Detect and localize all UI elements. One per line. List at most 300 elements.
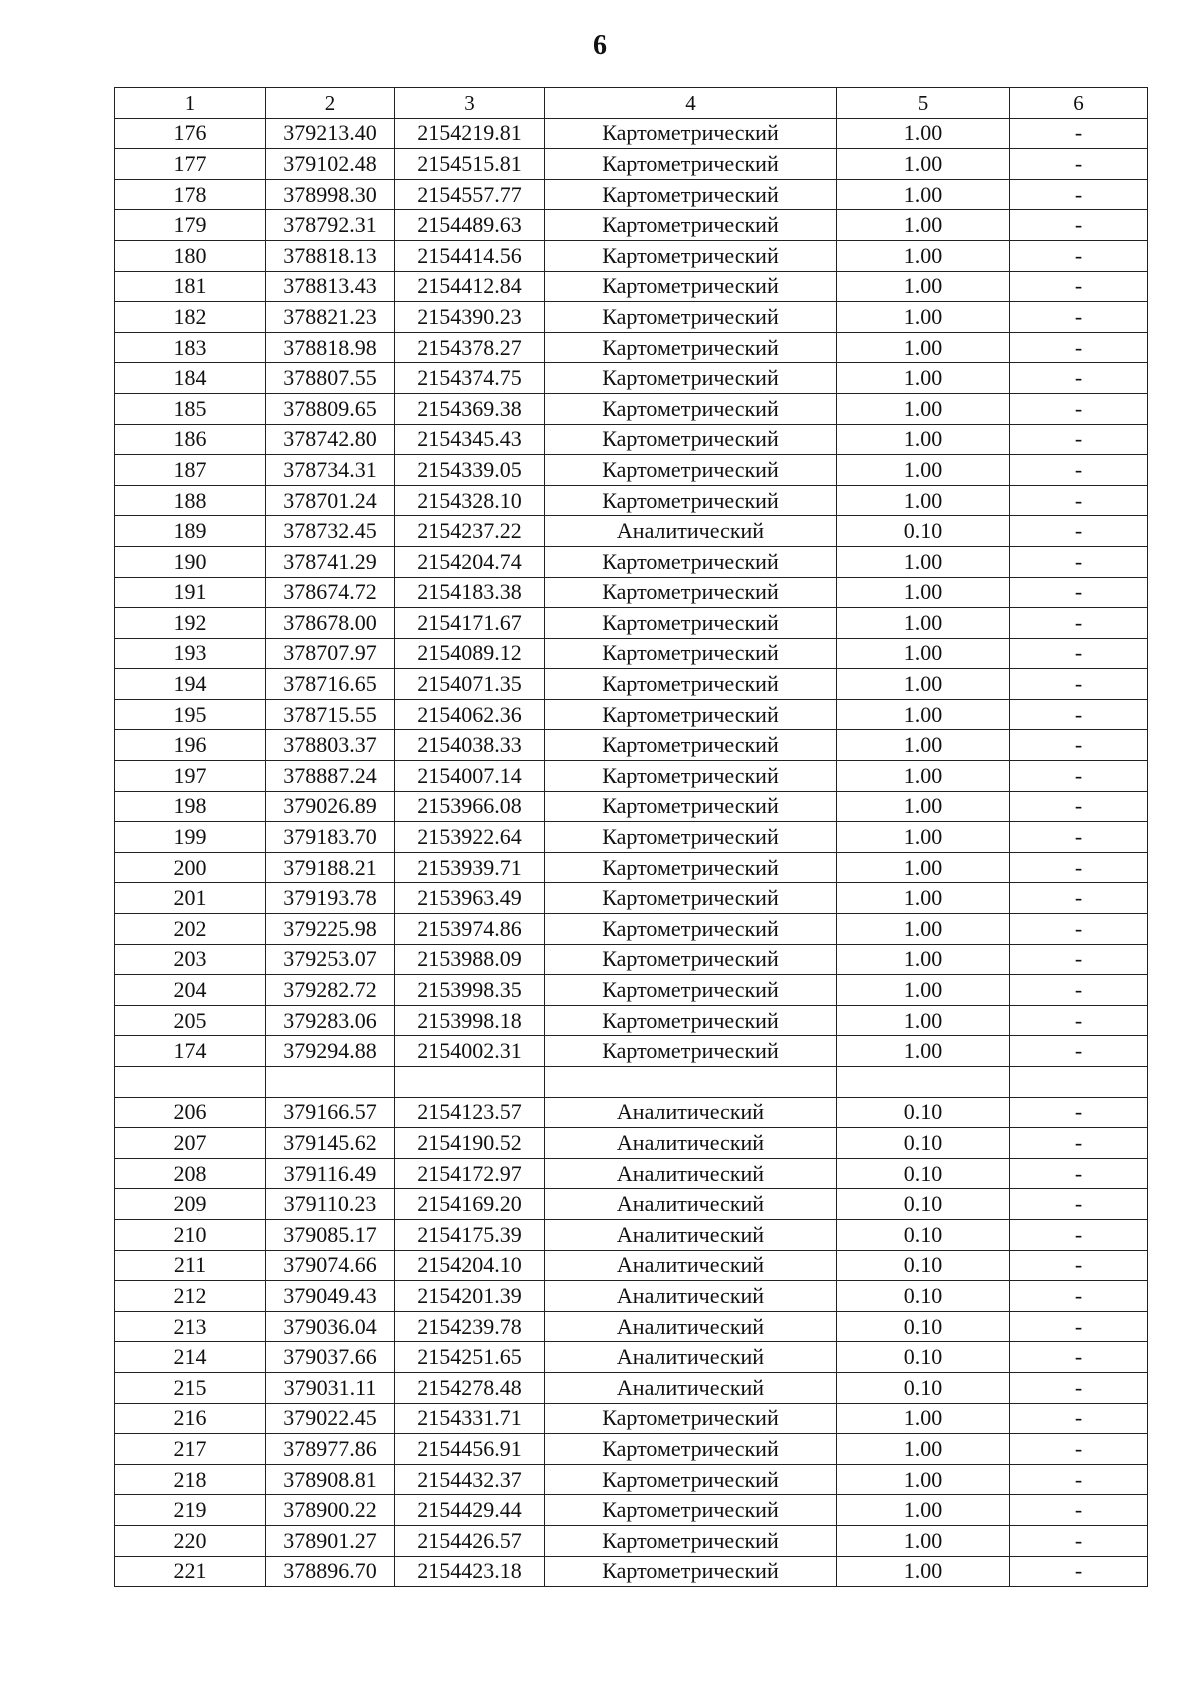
accuracy-cell: 1.00 [837, 332, 1010, 363]
accuracy-cell: 1.00 [837, 791, 1010, 822]
x-coordinate-cell: 379225.98 [266, 914, 395, 945]
coordinates-table [114, 87, 1148, 1587]
y-coordinate-cell: 2154432.37 [395, 1464, 545, 1495]
accuracy-cell: 0.10 [837, 1250, 1010, 1281]
point-number-cell: 210 [115, 1219, 266, 1250]
accuracy-cell: 1.00 [837, 149, 1010, 180]
point-number-cell: 184 [115, 363, 266, 394]
description-cell: - [1010, 730, 1148, 761]
description-cell: - [1010, 179, 1148, 210]
method-cell: Аналитический [545, 516, 837, 547]
point-number-cell: 183 [115, 332, 266, 363]
y-coordinate-cell: 2154123.57 [395, 1097, 545, 1128]
x-coordinate-cell: 379026.89 [266, 791, 395, 822]
y-coordinate-cell: 2154089.12 [395, 638, 545, 669]
y-coordinate-cell: 2153998.35 [395, 975, 545, 1006]
y-coordinate-cell: 2154369.38 [395, 393, 545, 424]
description-cell: - [1010, 1036, 1148, 1067]
x-coordinate-cell: 379193.78 [266, 883, 395, 914]
y-coordinate-cell: 2154237.22 [395, 516, 545, 547]
method-cell: Картометрический [545, 546, 837, 577]
point-number-cell: 205 [115, 1005, 266, 1036]
y-coordinate-cell: 2154038.33 [395, 730, 545, 761]
y-coordinate-cell: 2154374.75 [395, 363, 545, 394]
accuracy-cell: 1.00 [837, 699, 1010, 730]
x-coordinate-cell: 378716.65 [266, 669, 395, 700]
table-row [115, 638, 1148, 669]
x-coordinate-cell: 378803.37 [266, 730, 395, 761]
table-row [115, 271, 1148, 302]
method-cell: Аналитический [545, 1281, 837, 1312]
description-cell [1010, 1067, 1148, 1098]
method-cell: Картометрический [545, 1005, 837, 1036]
y-coordinate-cell: 2154489.63 [395, 210, 545, 241]
description-cell: - [1010, 332, 1148, 363]
x-coordinate-cell: 378887.24 [266, 761, 395, 792]
accuracy-cell: 1.00 [837, 577, 1010, 608]
accuracy-cell: 1.00 [837, 761, 1010, 792]
accuracy-cell: 1.00 [837, 118, 1010, 149]
point-number-cell: 179 [115, 210, 266, 241]
accuracy-cell: 0.10 [837, 516, 1010, 547]
point-number-cell: 219 [115, 1495, 266, 1526]
method-cell: Картометрический [545, 179, 837, 210]
point-number-cell: 216 [115, 1403, 266, 1434]
x-coordinate-cell: 378813.43 [266, 271, 395, 302]
point-number-cell: 196 [115, 730, 266, 761]
x-coordinate-cell: 379037.66 [266, 1342, 395, 1373]
description-cell: - [1010, 577, 1148, 608]
x-coordinate-cell: 379110.23 [266, 1189, 395, 1220]
table-row [115, 577, 1148, 608]
description-cell: - [1010, 1495, 1148, 1526]
y-coordinate-cell: 2153939.71 [395, 852, 545, 883]
description-cell: - [1010, 1097, 1148, 1128]
accuracy-cell: 1.00 [837, 669, 1010, 700]
table-row [115, 179, 1148, 210]
y-coordinate-cell: 2154423.18 [395, 1556, 545, 1587]
description-cell: - [1010, 761, 1148, 792]
accuracy-cell: 1.00 [837, 730, 1010, 761]
table-row [115, 883, 1148, 914]
table-separator-row [115, 1067, 1148, 1098]
point-number-cell: 174 [115, 1036, 266, 1067]
point-number-cell: 202 [115, 914, 266, 945]
y-coordinate-cell: 2153988.09 [395, 944, 545, 975]
table-row [115, 1097, 1148, 1128]
table-row [115, 546, 1148, 577]
description-cell: - [1010, 149, 1148, 180]
description-cell: - [1010, 791, 1148, 822]
description-cell: - [1010, 669, 1148, 700]
y-coordinate-cell: 2154412.84 [395, 271, 545, 302]
y-coordinate-cell: 2154071.35 [395, 669, 545, 700]
table-row [115, 1128, 1148, 1159]
x-coordinate-cell: 379145.62 [266, 1128, 395, 1159]
accuracy-cell: 0.10 [837, 1281, 1010, 1312]
x-coordinate-cell: 379036.04 [266, 1311, 395, 1342]
point-number-cell: 186 [115, 424, 266, 455]
table-row [115, 1372, 1148, 1403]
description-cell: - [1010, 424, 1148, 455]
y-coordinate-cell: 2153922.64 [395, 822, 545, 853]
table-row [115, 485, 1148, 516]
point-number-cell: 191 [115, 577, 266, 608]
accuracy-cell: 0.10 [837, 1372, 1010, 1403]
x-coordinate-cell: 378998.30 [266, 179, 395, 210]
y-coordinate-cell: 2154007.14 [395, 761, 545, 792]
x-coordinate-cell: 379074.66 [266, 1250, 395, 1281]
accuracy-cell: 1.00 [837, 485, 1010, 516]
point-number-cell: 214 [115, 1342, 266, 1373]
method-cell: Картометрический [545, 883, 837, 914]
table-row [115, 240, 1148, 271]
description-cell: - [1010, 1464, 1148, 1495]
method-cell: Картометрический [545, 149, 837, 180]
page-number: 6 [593, 30, 607, 61]
x-coordinate-cell: 379166.57 [266, 1097, 395, 1128]
table-row [115, 730, 1148, 761]
accuracy-cell: 1.00 [837, 1556, 1010, 1587]
accuracy-cell: 0.10 [837, 1158, 1010, 1189]
method-cell: Картометрический [545, 240, 837, 271]
table-body [115, 88, 1148, 1587]
method-cell: Картометрический [545, 822, 837, 853]
table-row [115, 455, 1148, 486]
x-coordinate-cell: 379022.45 [266, 1403, 395, 1434]
x-coordinate-cell: 378741.29 [266, 546, 395, 577]
accuracy-cell: 1.00 [837, 424, 1010, 455]
method-cell: Картометрический [545, 852, 837, 883]
method-cell: Картометрический [545, 975, 837, 1006]
method-cell: Картометрический [545, 944, 837, 975]
x-coordinate-cell: 379282.72 [266, 975, 395, 1006]
method-cell: Картометрический [545, 210, 837, 241]
x-coordinate-cell: 378715.55 [266, 699, 395, 730]
table-row [115, 1434, 1148, 1465]
table-row [115, 1158, 1148, 1189]
method-cell: Аналитический [545, 1342, 837, 1373]
table-row [115, 118, 1148, 149]
y-coordinate-cell: 2154201.39 [395, 1281, 545, 1312]
description-cell: - [1010, 118, 1148, 149]
method-cell: Картометрический [545, 1434, 837, 1465]
method-cell [545, 1067, 837, 1098]
point-number-cell: 215 [115, 1372, 266, 1403]
accuracy-cell: 1.00 [837, 1036, 1010, 1067]
header-cell: 4 [545, 88, 837, 119]
y-coordinate-cell: 2154204.10 [395, 1250, 545, 1281]
method-cell: Аналитический [545, 1097, 837, 1128]
method-cell: Картометрический [545, 1556, 837, 1587]
y-coordinate-cell [395, 1067, 545, 1098]
point-number-cell: 178 [115, 179, 266, 210]
description-cell: - [1010, 302, 1148, 333]
method-cell: Картометрический [545, 302, 837, 333]
accuracy-cell: 1.00 [837, 975, 1010, 1006]
table-row [115, 852, 1148, 883]
x-coordinate-cell: 378818.98 [266, 332, 395, 363]
method-cell: Картометрический [545, 393, 837, 424]
y-coordinate-cell: 2154378.27 [395, 332, 545, 363]
y-coordinate-cell: 2154062.36 [395, 699, 545, 730]
point-number-cell: 200 [115, 852, 266, 883]
y-coordinate-cell: 2154239.78 [395, 1311, 545, 1342]
point-number-cell: 220 [115, 1525, 266, 1556]
accuracy-cell: 1.00 [837, 638, 1010, 669]
point-number-cell: 212 [115, 1281, 266, 1312]
point-number-cell: 182 [115, 302, 266, 333]
x-coordinate-cell: 378908.81 [266, 1464, 395, 1495]
accuracy-cell: 1.00 [837, 546, 1010, 577]
y-coordinate-cell: 2154175.39 [395, 1219, 545, 1250]
table-row [115, 699, 1148, 730]
method-cell: Картометрический [545, 424, 837, 455]
accuracy-cell: 1.00 [837, 914, 1010, 945]
x-coordinate-cell: 378734.31 [266, 455, 395, 486]
description-cell: - [1010, 240, 1148, 271]
accuracy-cell: 0.10 [837, 1219, 1010, 1250]
accuracy-cell: 1.00 [837, 608, 1010, 639]
description-cell: - [1010, 393, 1148, 424]
point-number-cell: 190 [115, 546, 266, 577]
description-cell: - [1010, 1219, 1148, 1250]
header-cell: 5 [837, 88, 1010, 119]
description-cell: - [1010, 1250, 1148, 1281]
x-coordinate-cell: 379049.43 [266, 1281, 395, 1312]
method-cell: Аналитический [545, 1372, 837, 1403]
point-number-cell: 207 [115, 1128, 266, 1159]
point-number-cell: 177 [115, 149, 266, 180]
accuracy-cell: 1.00 [837, 1005, 1010, 1036]
x-coordinate-cell: 379253.07 [266, 944, 395, 975]
method-cell: Картометрический [545, 118, 837, 149]
table-row [115, 393, 1148, 424]
method-cell: Картометрический [545, 577, 837, 608]
method-cell: Картометрический [545, 914, 837, 945]
header-cell: 6 [1010, 88, 1148, 119]
header-cell: 1 [115, 88, 266, 119]
y-coordinate-cell: 2154456.91 [395, 1434, 545, 1465]
y-coordinate-cell: 2154169.20 [395, 1189, 545, 1220]
point-number-cell: 211 [115, 1250, 266, 1281]
point-number-cell: 199 [115, 822, 266, 853]
description-cell: - [1010, 1311, 1148, 1342]
description-cell: - [1010, 608, 1148, 639]
x-coordinate-cell: 379283.06 [266, 1005, 395, 1036]
y-coordinate-cell: 2154426.57 [395, 1525, 545, 1556]
table-row [115, 1036, 1148, 1067]
y-coordinate-cell: 2154331.71 [395, 1403, 545, 1434]
method-cell: Картометрический [545, 1036, 837, 1067]
x-coordinate-cell: 378809.65 [266, 393, 395, 424]
description-cell: - [1010, 1128, 1148, 1159]
table-row [115, 1525, 1148, 1556]
description-cell: - [1010, 944, 1148, 975]
method-cell: Картометрический [545, 485, 837, 516]
table-row [115, 1189, 1148, 1220]
method-cell: Картометрический [545, 271, 837, 302]
point-number-cell: 189 [115, 516, 266, 547]
x-coordinate-cell: 378977.86 [266, 1434, 395, 1465]
table-row [115, 975, 1148, 1006]
table-row [115, 1403, 1148, 1434]
description-cell: - [1010, 638, 1148, 669]
accuracy-cell: 1.00 [837, 852, 1010, 883]
accuracy-cell: 1.00 [837, 883, 1010, 914]
point-number-cell: 203 [115, 944, 266, 975]
point-number-cell: 217 [115, 1434, 266, 1465]
method-cell: Аналитический [545, 1128, 837, 1159]
y-coordinate-cell: 2154172.97 [395, 1158, 545, 1189]
description-cell: - [1010, 1005, 1148, 1036]
accuracy-cell: 0.10 [837, 1342, 1010, 1373]
point-number-cell: 176 [115, 118, 266, 149]
y-coordinate-cell: 2154278.48 [395, 1372, 545, 1403]
method-cell: Картометрический [545, 730, 837, 761]
description-cell: - [1010, 210, 1148, 241]
accuracy-cell: 1.00 [837, 210, 1010, 241]
description-cell: - [1010, 1372, 1148, 1403]
accuracy-cell: 1.00 [837, 1403, 1010, 1434]
description-cell: - [1010, 516, 1148, 547]
description-cell: - [1010, 1434, 1148, 1465]
description-cell: - [1010, 975, 1148, 1006]
y-coordinate-cell: 2154345.43 [395, 424, 545, 455]
description-cell: - [1010, 1158, 1148, 1189]
description-cell: - [1010, 485, 1148, 516]
table-row [115, 149, 1148, 180]
table-row [115, 822, 1148, 853]
description-cell: - [1010, 1556, 1148, 1587]
header-cell: 2 [266, 88, 395, 119]
table-row [115, 1250, 1148, 1281]
table-row [115, 1005, 1148, 1036]
x-coordinate-cell: 379188.21 [266, 852, 395, 883]
y-coordinate-cell: 2154339.05 [395, 455, 545, 486]
accuracy-cell [837, 1067, 1010, 1098]
accuracy-cell: 1.00 [837, 302, 1010, 333]
x-coordinate-cell: 378707.97 [266, 638, 395, 669]
x-coordinate-cell: 378732.45 [266, 516, 395, 547]
description-cell: - [1010, 455, 1148, 486]
x-coordinate-cell: 378807.55 [266, 363, 395, 394]
description-cell: - [1010, 1281, 1148, 1312]
method-cell: Аналитический [545, 1189, 837, 1220]
accuracy-cell: 1.00 [837, 1434, 1010, 1465]
x-coordinate-cell: 379183.70 [266, 822, 395, 853]
point-number-cell: 209 [115, 1189, 266, 1220]
x-coordinate-cell: 378821.23 [266, 302, 395, 333]
point-number-cell: 192 [115, 608, 266, 639]
table-row [115, 1342, 1148, 1373]
y-coordinate-cell: 2154414.56 [395, 240, 545, 271]
table-header-row [115, 88, 1148, 119]
description-cell: - [1010, 1403, 1148, 1434]
table-row [115, 914, 1148, 945]
table-row [115, 1281, 1148, 1312]
point-number-cell: 198 [115, 791, 266, 822]
description-cell: - [1010, 822, 1148, 853]
x-coordinate-cell: 378701.24 [266, 485, 395, 516]
y-coordinate-cell: 2153974.86 [395, 914, 545, 945]
point-number-cell: 201 [115, 883, 266, 914]
x-coordinate-cell: 378674.72 [266, 577, 395, 608]
accuracy-cell: 1.00 [837, 822, 1010, 853]
table-row [115, 608, 1148, 639]
method-cell: Аналитический [545, 1158, 837, 1189]
accuracy-cell: 0.10 [837, 1128, 1010, 1159]
table-row [115, 424, 1148, 455]
method-cell: Картометрический [545, 699, 837, 730]
accuracy-cell: 1.00 [837, 1495, 1010, 1526]
method-cell: Картометрический [545, 1495, 837, 1526]
y-coordinate-cell: 2154515.81 [395, 149, 545, 180]
description-cell: - [1010, 1525, 1148, 1556]
method-cell: Аналитический [545, 1250, 837, 1281]
description-cell: - [1010, 699, 1148, 730]
accuracy-cell: 1.00 [837, 1464, 1010, 1495]
accuracy-cell: 1.00 [837, 240, 1010, 271]
y-coordinate-cell: 2154171.67 [395, 608, 545, 639]
method-cell: Картометрический [545, 669, 837, 700]
y-coordinate-cell: 2153963.49 [395, 883, 545, 914]
method-cell: Картометрический [545, 608, 837, 639]
y-coordinate-cell: 2154251.65 [395, 1342, 545, 1373]
point-number-cell: 221 [115, 1556, 266, 1587]
description-cell: - [1010, 271, 1148, 302]
method-cell: Картометрический [545, 1464, 837, 1495]
point-number-cell: 194 [115, 669, 266, 700]
table-row [115, 1311, 1148, 1342]
point-number-cell [115, 1067, 266, 1098]
table-row [115, 1495, 1148, 1526]
x-coordinate-cell: 379102.48 [266, 149, 395, 180]
accuracy-cell: 1.00 [837, 393, 1010, 424]
description-cell: - [1010, 914, 1148, 945]
method-cell: Картометрический [545, 761, 837, 792]
table-row [115, 363, 1148, 394]
point-number-cell: 181 [115, 271, 266, 302]
accuracy-cell: 1.00 [837, 271, 1010, 302]
accuracy-cell: 1.00 [837, 363, 1010, 394]
y-coordinate-cell: 2153966.08 [395, 791, 545, 822]
table-row [115, 944, 1148, 975]
table-row [115, 1219, 1148, 1250]
table-row [115, 669, 1148, 700]
table-row [115, 332, 1148, 363]
x-coordinate-cell: 379031.11 [266, 1372, 395, 1403]
table-row [115, 210, 1148, 241]
accuracy-cell: 1.00 [837, 179, 1010, 210]
x-coordinate-cell: 379294.88 [266, 1036, 395, 1067]
table-row [115, 1556, 1148, 1587]
x-coordinate-cell: 379085.17 [266, 1219, 395, 1250]
y-coordinate-cell: 2154183.38 [395, 577, 545, 608]
point-number-cell: 187 [115, 455, 266, 486]
y-coordinate-cell: 2154002.31 [395, 1036, 545, 1067]
method-cell: Картометрический [545, 791, 837, 822]
x-coordinate-cell: 378678.00 [266, 608, 395, 639]
y-coordinate-cell: 2154328.10 [395, 485, 545, 516]
method-cell: Картометрический [545, 455, 837, 486]
method-cell: Аналитический [545, 1311, 837, 1342]
point-number-cell: 206 [115, 1097, 266, 1128]
point-number-cell: 208 [115, 1158, 266, 1189]
description-cell: - [1010, 1342, 1148, 1373]
table-row [115, 302, 1148, 333]
description-cell: - [1010, 546, 1148, 577]
